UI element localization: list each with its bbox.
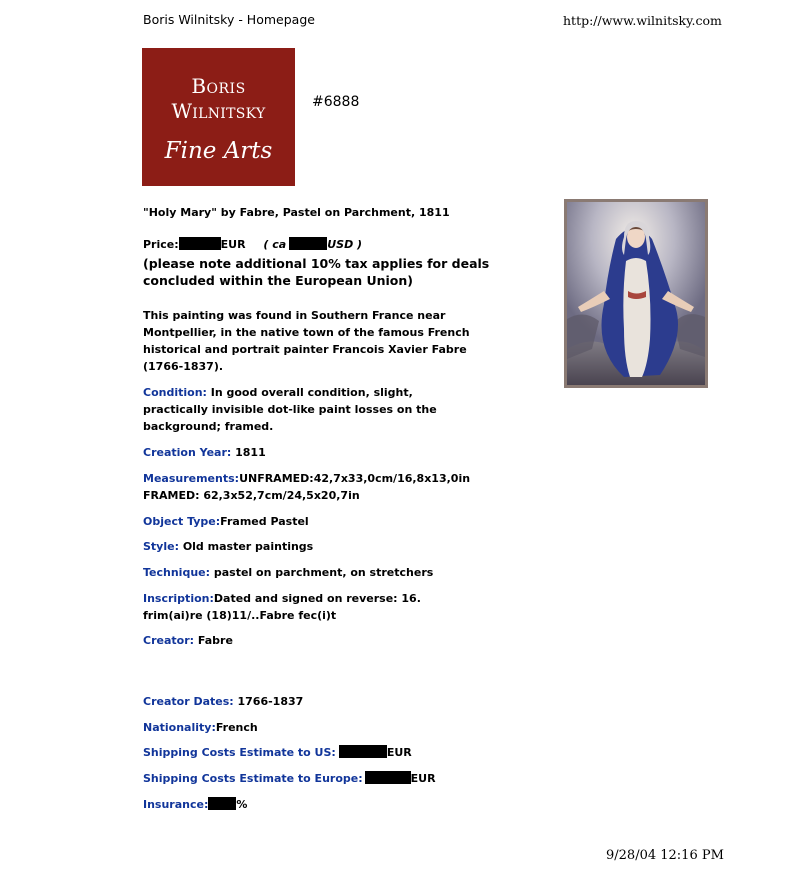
redacted-price-eur — [179, 237, 221, 250]
description-line: This painting was found in Southern France near — [143, 309, 446, 322]
logo-line-boris: Boris — [191, 74, 246, 98]
price-usd: USD ) — [327, 238, 363, 251]
tax-note-line2: concluded within the European Union) — [143, 273, 413, 288]
creator-value: Fabre — [194, 634, 233, 647]
creation-year-value: 1811 — [231, 446, 266, 459]
shipping-europe-field — [143, 770, 436, 787]
condition-value: practically invisible dot-like paint losses on the — [143, 403, 437, 416]
description-line: Montpellier, in the native town of the famous French — [143, 326, 470, 339]
page-header-title: Boris Wilnitsky - Homepage — [143, 12, 315, 27]
creator-dates-value: 1766-1837 — [233, 695, 304, 708]
tax-note — [143, 255, 489, 289]
condition-label: Condition: — [143, 386, 207, 399]
object-type-field — [143, 513, 309, 530]
shipping-us-currency: EUR — [386, 746, 412, 759]
technique-field — [143, 564, 433, 581]
inscription-label: Inscription: — [143, 592, 214, 605]
creator-label: Creator: — [143, 634, 195, 647]
creator-dates-field — [143, 693, 303, 710]
creator-field — [143, 632, 233, 649]
insurance-label: Insurance: — [143, 798, 209, 811]
price-currency: EUR — [220, 238, 246, 251]
creation-year-label: Creation Year: — [143, 446, 232, 459]
redacted-shipping-us — [339, 745, 387, 758]
creator-dates-label: Creator Dates: — [143, 695, 234, 708]
style-field — [143, 538, 313, 555]
description-line: (1766-1837). — [143, 360, 224, 373]
technique-label: Technique: — [143, 566, 211, 579]
inscription-field — [143, 590, 421, 624]
logo-line-wilnitsky: Wilnitsky — [171, 99, 266, 123]
artwork-title: "Holy Mary" by Fabre, Pastel on Parchment, 1811 — [143, 206, 450, 219]
style-value: Old master paintings — [178, 540, 314, 553]
shipping-europe-currency: EUR — [410, 772, 436, 785]
object-type-value: Framed Pastel — [220, 515, 309, 528]
condition-value: background; framed. — [143, 420, 274, 433]
shipping-us-field — [143, 744, 412, 761]
shipping-us-label: Shipping Costs Estimate to US: — [143, 746, 336, 759]
inscription-value: frim(ai)re (18)11/..Fabre fec(i)t — [143, 609, 337, 622]
insurance-unit: % — [236, 798, 248, 811]
technique-value: pastel on parchment, on stretchers — [210, 566, 434, 579]
painting-image[interactable] — [564, 199, 708, 388]
nationality-value: French — [215, 721, 258, 734]
print-timestamp: 9/28/04 12:16 PM — [606, 848, 724, 863]
inscription-value: Dated and signed on reverse: 16. — [213, 592, 421, 605]
nationality-label: Nationality: — [143, 721, 216, 734]
holy-mary-painting-icon — [564, 199, 708, 388]
description — [143, 307, 470, 375]
measurements-label: Measurements: — [143, 472, 240, 485]
redacted-shipping-europe — [365, 771, 411, 784]
style-label: Style: — [143, 540, 179, 553]
measurements-unframed: UNFRAMED:42,7x33,0cm/16,8x13,0in — [239, 472, 471, 485]
tax-note-line1: (please note additional 10% tax applies for deals — [143, 256, 490, 271]
measurements-field — [143, 470, 470, 504]
price-ca: ( ca — [263, 238, 287, 251]
object-number: #6888 — [312, 94, 360, 110]
gallery-logo[interactable] — [142, 48, 295, 186]
page-header-url: http://www.wilnitsky.com — [563, 13, 722, 28]
price-label: Price: — [143, 238, 179, 251]
object-type-label: Object Type: — [143, 515, 221, 528]
shipping-europe-label: Shipping Costs Estimate to Europe: — [143, 772, 363, 785]
redacted-price-usd — [289, 237, 327, 250]
measurements-framed: FRAMED: 62,3x52,7cm/24,5x20,7in — [143, 489, 360, 502]
insurance-field — [143, 796, 247, 813]
nationality-field — [143, 719, 258, 736]
description-line: historical and portrait painter Francois Xavier Fabre — [143, 343, 467, 356]
condition-value: In good overall condition, slight, — [206, 386, 413, 399]
creation-year-field — [143, 444, 266, 461]
logo-line-fine-arts: Fine Arts — [164, 138, 273, 164]
redacted-insurance — [208, 797, 236, 810]
condition-field — [143, 384, 437, 435]
price-line — [143, 237, 362, 253]
